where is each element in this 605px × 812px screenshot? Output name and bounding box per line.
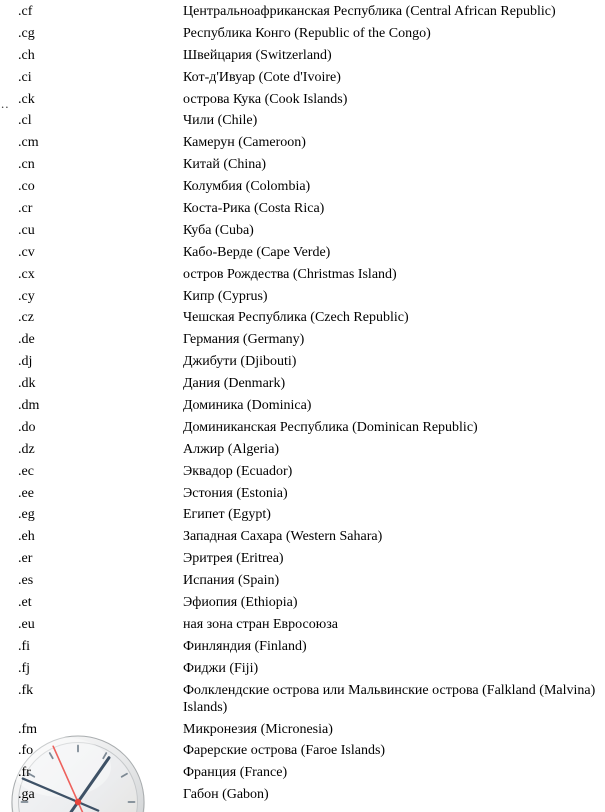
domain-row xyxy=(0,244,605,261)
country-name: Доминика (Dominica) xyxy=(183,398,312,414)
domain-code: .dm xyxy=(18,398,40,414)
country-name: Республика Конго (Republic of the Congo) xyxy=(183,25,431,41)
domain-code: .de xyxy=(18,332,35,348)
country-name: Джибути (Djibouti) xyxy=(183,354,297,370)
country-name: Эстония (Estonia) xyxy=(183,485,288,501)
country-name: острова Кука (Cook Islands) xyxy=(183,91,348,107)
domain-row xyxy=(0,660,605,677)
domain-row xyxy=(0,112,605,129)
country-name: Фарерские острова (Faroe Islands) xyxy=(183,743,386,759)
domain-row xyxy=(0,288,605,305)
domain-row xyxy=(0,419,605,436)
domain-row xyxy=(0,485,605,502)
domain-code: .do xyxy=(18,419,36,435)
domain-row xyxy=(0,528,605,545)
country-name: Кот-д'Ивуар (Cote d'Ivoire) xyxy=(183,69,341,85)
domain-code: .eu xyxy=(18,616,35,632)
domain-code: .cf xyxy=(18,4,33,19)
country-name: Кипр (Cyprus) xyxy=(183,288,268,304)
country-name: Коста-Рика (Costa Rica) xyxy=(183,201,325,217)
domain-row xyxy=(0,178,605,195)
domain-row xyxy=(0,721,605,738)
domain-code: .cy xyxy=(18,288,35,304)
domain-row xyxy=(0,200,605,217)
left-edge-text-fragment: .. xyxy=(1,96,10,111)
domain-code: .fj xyxy=(18,660,31,676)
country-name: ная зона стран Евросоюза xyxy=(183,616,338,632)
domain-code: .ec xyxy=(18,463,34,479)
country-name: Габон (Gabon) xyxy=(183,787,269,803)
country-name: Эквадор (Ecuador) xyxy=(183,463,293,479)
domain-code: .dk xyxy=(18,376,36,392)
domain-code: .fm xyxy=(18,721,38,737)
domain-code: .fr xyxy=(18,765,31,781)
domain-row xyxy=(0,682,605,716)
domain-code: .ci xyxy=(18,69,32,85)
country-name: Египет (Egypt) xyxy=(183,507,271,523)
domain-code: .dj xyxy=(18,354,33,370)
country-name: Франция (France) xyxy=(183,765,288,781)
country-name: Куба (Cuba) xyxy=(183,222,254,238)
country-name: Камерун (Cameroon) xyxy=(183,135,306,151)
domain-row xyxy=(0,764,605,781)
country-name: Доминиканская Республика (Dominican Republic) xyxy=(183,419,478,435)
country-name: остров Рождества (Christmas Island) xyxy=(183,266,397,282)
country-name: Швейцария (Switzerland) xyxy=(183,47,332,63)
domain-code: .cz xyxy=(18,310,34,326)
domain-row xyxy=(0,331,605,348)
domain-code: .cu xyxy=(18,222,35,238)
domain-row xyxy=(0,309,605,326)
domain-code: .cm xyxy=(18,135,39,151)
domain-row xyxy=(0,397,605,414)
domain-row xyxy=(0,441,605,458)
domain-row xyxy=(0,266,605,283)
country-name: Микронезия (Micronesia) xyxy=(183,721,333,737)
country-name: Испания (Spain) xyxy=(183,573,280,589)
domain-code: .cx xyxy=(18,266,35,282)
domain-code: .et xyxy=(18,595,32,611)
domain-row xyxy=(0,69,605,86)
country-name: Фолклендские острова или Мальвинские острова (Falkland (Malvina) Islands) xyxy=(183,682,596,715)
country-name: Китай (China) xyxy=(183,157,267,173)
domain-row xyxy=(0,742,605,759)
domain-code: .co xyxy=(18,179,35,195)
domain-code: .cr xyxy=(18,201,33,217)
domain-row xyxy=(0,572,605,589)
domain-code: .fo xyxy=(18,743,34,759)
country-name: Кабо-Верде (Cape Verde) xyxy=(183,244,331,260)
country-name: Чили (Chile) xyxy=(183,113,258,129)
country-name: Эфиопия (Ethiopia) xyxy=(183,595,298,611)
domain-code: .eh xyxy=(18,529,35,545)
domain-code: .cl xyxy=(18,113,32,129)
domain-row xyxy=(0,134,605,151)
domain-code: .eg xyxy=(18,507,35,523)
domain-code: .ga xyxy=(18,787,35,803)
country-name: Западная Сахара (Western Sahara) xyxy=(183,529,383,545)
domain-row xyxy=(0,3,605,20)
domain-code: .cn xyxy=(18,157,35,173)
domain-row xyxy=(0,222,605,239)
country-name: Чешская Республика (Czech Republic) xyxy=(183,310,409,326)
domain-row xyxy=(0,375,605,392)
domain-code: .ch xyxy=(18,47,35,63)
country-name: Финляндия (Finland) xyxy=(183,638,307,654)
domain-row xyxy=(0,47,605,64)
domain-row xyxy=(0,594,605,611)
domain-row xyxy=(0,463,605,480)
country-name: Колумбия (Colombia) xyxy=(183,179,311,195)
domain-code: .fk xyxy=(18,682,34,698)
domain-code: .es xyxy=(18,573,34,589)
domain-row xyxy=(0,616,605,633)
domain-code: .er xyxy=(18,551,33,567)
domain-code: .dz xyxy=(18,441,35,457)
country-name: Фиджи (Fiji) xyxy=(183,660,259,676)
country-name: Эритрея (Eritrea) xyxy=(183,551,284,567)
domain-row xyxy=(0,353,605,370)
domain-row xyxy=(0,156,605,173)
domain-row xyxy=(0,25,605,42)
domain-code: .ck xyxy=(18,91,35,107)
domain-code: .cv xyxy=(18,244,35,260)
domain-row xyxy=(0,638,605,655)
country-name: Алжир (Algeria) xyxy=(183,441,280,457)
domain-row xyxy=(0,550,605,567)
country-name: Германия (Germany) xyxy=(183,332,305,348)
domain-row xyxy=(0,91,605,108)
domain-list xyxy=(0,3,605,808)
domain-row xyxy=(0,786,605,803)
country-name: Дания (Denmark) xyxy=(183,376,286,392)
domain-row xyxy=(0,506,605,523)
domain-code: .ee xyxy=(18,485,34,501)
country-name: Центральноафриканская Республика (Central African Republic) xyxy=(183,4,556,19)
domain-code: .fi xyxy=(18,638,31,654)
domain-code: .cg xyxy=(18,25,35,41)
